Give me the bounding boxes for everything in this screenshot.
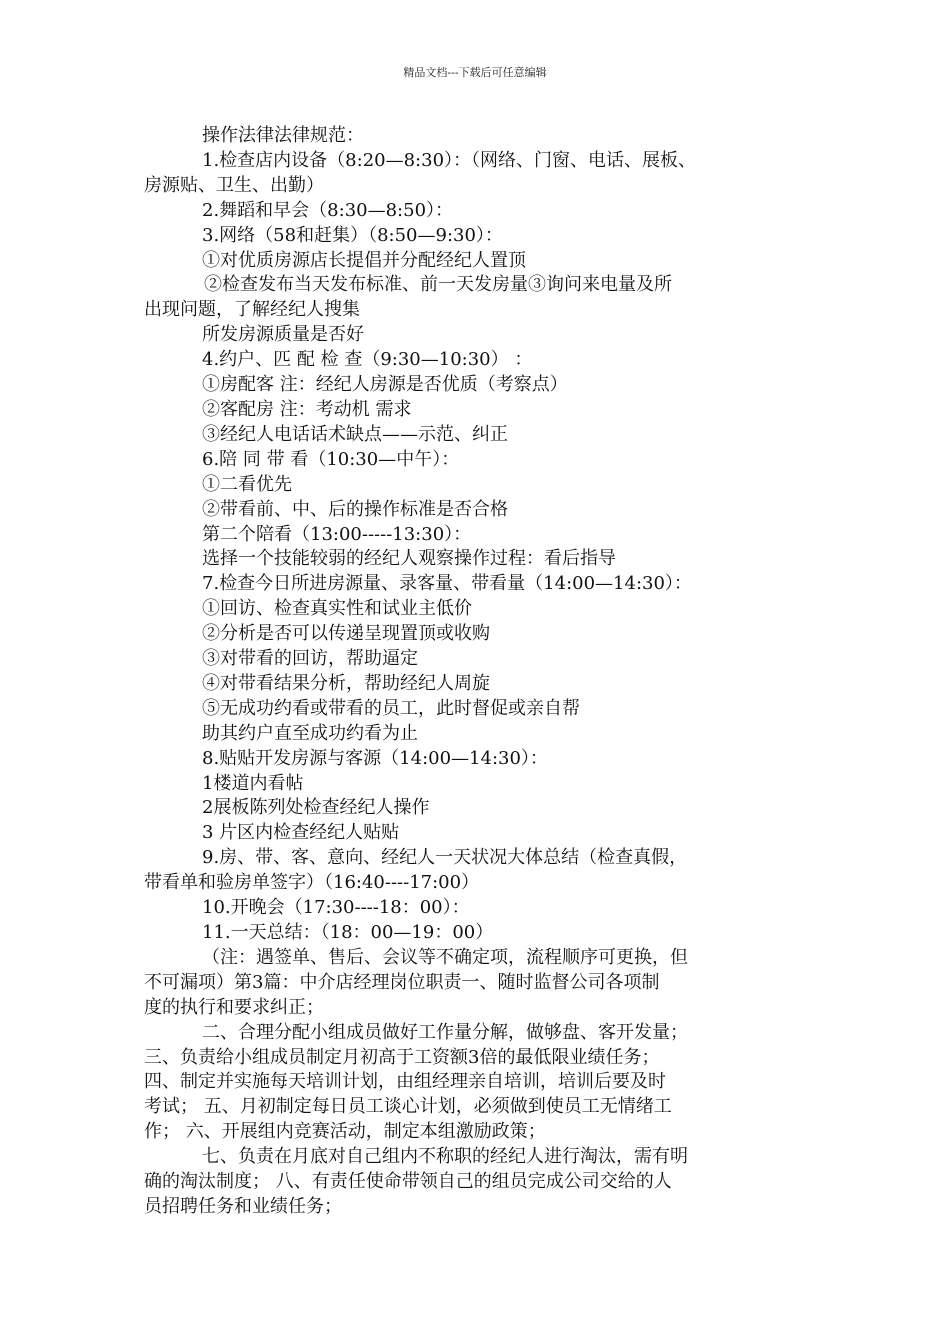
text-line: ④对带看结果分析，帮助经纪人周旋 <box>202 672 490 694</box>
text-line: 房源贴、卫生、出勤） <box>144 174 324 196</box>
text-line: 所发房源质量是否好 <box>202 324 364 346</box>
text-line: 度的执行和要求纠正； <box>144 996 324 1018</box>
text-line: ①对优质房源店长提倡并分配经纪人置顶 <box>202 249 526 271</box>
text-line: 选择一个技能较弱的经纪人观察操作过程：看后指导 <box>202 548 616 570</box>
text-line: 7.检查今日所进房源量、录客量、带看量（14:00—14:30）： <box>202 573 692 595</box>
document-body <box>144 124 814 1220</box>
text-line: 3.网络（58和赶集）（8:50—9:30）： <box>202 224 503 246</box>
page-header: 精品文档---下载后可任意编辑 <box>403 66 547 79</box>
text-line: 8.贴贴开发房源与客源（14:00—14:30）： <box>202 747 548 769</box>
text-line: ①二看优先 <box>202 473 292 495</box>
text-line: 操作法律法律规范： <box>202 125 364 146</box>
text-line: 不可漏项）第3篇：中介店经理岗位职责一、随时监督公司各项制 <box>144 971 660 993</box>
text-line: ②分析是否可以传递呈现置顶或收购 <box>202 623 490 645</box>
text-line: ②带看前、中、后的操作标准是否合格 <box>202 498 508 520</box>
text-line: （注：遇签单、售后、会议等不确定项，流程顺序可更换，但 <box>202 946 688 968</box>
text-line: 3 片区内检查经纪人贴贴 <box>202 822 400 844</box>
text-line: ⑤无成功约看或带看的员工，此时督促或亲自帮 <box>202 697 580 719</box>
text-line: 9.房、带、客、意向、经纪人一天状况大体总结（检查真假， <box>202 847 688 869</box>
text-line: 6.陪 同 带 看（10:30—中午）： <box>202 448 460 470</box>
text-line: 助其约户直至成功约看为止 <box>202 722 418 744</box>
text-line: 10.开晚会（17:30----18：00）： <box>202 897 470 919</box>
text-line: 作； 六、开展组内竞赛活动，制定本组激励政策； <box>144 1121 546 1143</box>
text-line: ②客配房 注：考动机 需求 <box>202 398 412 420</box>
text-line: 考试； 五、月初制定每日员工谈心计划，必须做到使员工无情绪工 <box>144 1096 672 1118</box>
text-line: 带看单和验房单签字）（16:40----17:00） <box>144 872 480 894</box>
text-line: ③对带看的回访，帮助逼定 <box>202 648 418 670</box>
text-line: ②检查发布当天发布标准、前一天发房量③询问来电量及所 <box>204 274 672 296</box>
text-line: 七、负责在月底对自己组内不称职的经纪人进行淘汰，需有明 <box>202 1146 688 1168</box>
text-line: 2展板陈列处检查经纪人操作 <box>202 797 430 819</box>
text-line: 1.检查店内设备（8:20—8:30）：（网络、门窗、电话、展板、 <box>202 149 697 171</box>
text-line: 出现问题，了解经纪人搜集 <box>144 299 360 321</box>
text-line: 确的淘汰制度； 八、有责任使命带领自己的组员完成公司交给的人 <box>144 1171 672 1193</box>
text-line: 三、负责给小组成员制定月初高于工资额3倍的最低限业绩任务； <box>144 1046 660 1068</box>
text-line: ①回访、检查真实性和试业主低价 <box>202 598 472 620</box>
text-line: 2.舞蹈和早会（8:30—8:50）： <box>202 199 454 221</box>
text-line: 四、制定并实施每天培训计划，由组经理亲自培训，培训后要及时 <box>144 1071 666 1093</box>
text-line: ③经纪人电话话术缺点——示范、纠正 <box>202 423 508 445</box>
text-line: 4.约户、匹 配 检 查（9:30—10:30） ： <box>202 349 533 371</box>
text-line: 二、合理分配小组成员做好工作量分解，做够盘、客开发量； <box>202 1021 688 1043</box>
text-line: ①房配客 注：经纪人房源是否优质（考察点） <box>202 374 568 396</box>
text-line: 11.一天总结：（18：00—19：00） <box>202 922 494 943</box>
text-line: 员招聘任务和业绩任务； <box>144 1195 342 1217</box>
text-line: 1楼道内看帖 <box>202 772 304 794</box>
text-line: 第二个陪看（13:00-----13:30）： <box>202 523 472 545</box>
